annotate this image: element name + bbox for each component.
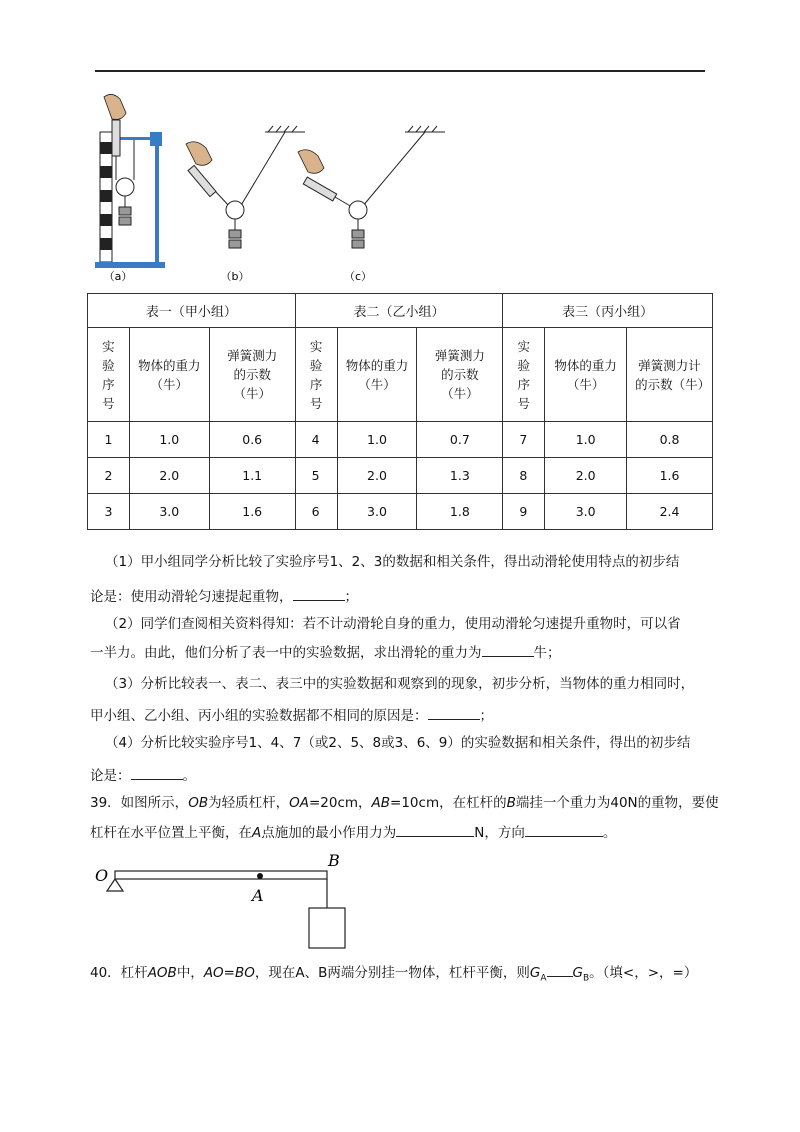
table-cell: 0.7	[417, 422, 503, 458]
col-reading: 弹簧测力的示数（牛）	[417, 328, 503, 422]
answer-blank[interactable]	[482, 642, 534, 657]
label-a: A	[252, 886, 264, 905]
col-seq: 实验序号	[503, 328, 545, 422]
table-cell: 1.6	[627, 458, 713, 494]
answer-blank[interactable]	[428, 705, 480, 720]
table-cell: 2.0	[545, 458, 627, 494]
table-group-header	[88, 294, 713, 328]
table-cell: 4	[295, 422, 337, 458]
q2-line1: （2）同学们查阅相关资料得知：若不计动滑轮自身的重力，使用动滑轮匀速提升重物时，可以省	[105, 616, 681, 632]
answer-blank[interactable]	[525, 822, 603, 837]
table-column-header	[88, 328, 713, 422]
col-weight: 物体的重力（牛）	[129, 328, 209, 422]
table-cell: 3.0	[545, 494, 627, 530]
group-title-yi: 表二（乙小组）	[295, 294, 503, 328]
table-cell: 2.4	[627, 494, 713, 530]
table-cell: 1.6	[209, 494, 295, 530]
pulley-experiment-figure	[90, 92, 470, 287]
table-row	[88, 422, 713, 458]
col-reading: 弹簧测力的示数（牛）	[209, 328, 295, 422]
header-rule	[95, 70, 705, 72]
point-a-dot	[257, 873, 263, 879]
answer-blank[interactable]	[547, 962, 573, 977]
q40-line: 40．杠杆AOB中，AO=BO，现在A、B两端分别挂一物体，杠杆平衡，则$G_A$ $G_B$。（填<，>，=）	[90, 962, 690, 989]
table-cell: 1.1	[209, 458, 295, 494]
table-cell: 1.3	[417, 458, 503, 494]
label-b: B	[328, 851, 340, 870]
caption-a: （a）	[103, 270, 133, 283]
table-row	[88, 494, 713, 530]
table-cell: 2	[88, 458, 130, 494]
q1-line2: 论是：使用动滑轮匀速提起重物， ；	[90, 586, 690, 607]
table-cell: 3.0	[129, 494, 209, 530]
col-seq: 实验序号	[295, 328, 337, 422]
caption-b: （b）	[220, 270, 250, 283]
group-title-bing: 表三（丙小组）	[503, 294, 713, 328]
q3-line2: 甲小组、乙小组、丙小组的实验数据都不相同的原因是： ；	[90, 705, 690, 726]
label-o: O	[95, 866, 109, 885]
table-cell: 0.6	[209, 422, 295, 458]
q4-line1: （4）分析比较实验序号1、4、7（或2、5、8或3、6、9）的实验数据和相关条件，得出的初步结	[105, 735, 691, 751]
fulcrum-icon	[107, 879, 123, 891]
answer-blank[interactable]	[131, 765, 183, 780]
table-cell: 0.8	[627, 422, 713, 458]
table-cell: 1.8	[417, 494, 503, 530]
table-cell: 1.0	[545, 422, 627, 458]
table-cell: 3	[88, 494, 130, 530]
col-weight: 物体的重力（牛）	[337, 328, 417, 422]
experiment-data-table	[87, 293, 713, 530]
table-cell: 9	[503, 494, 545, 530]
table-cell: 5	[295, 458, 337, 494]
table-cell: 3.0	[337, 494, 417, 530]
setup-b	[186, 126, 305, 248]
table-cell: 7	[503, 422, 545, 458]
q4-line2: 论是： 。	[90, 765, 690, 786]
caption-c: （c）	[343, 270, 373, 283]
q39-line1: 39．如图所示，OB为轻质杠杆，OA=20cm，AB=10cm，在杠杆的B端挂一个重力为40N的重物，要使	[90, 795, 719, 811]
col-weight: 物体的重力（牛）	[545, 328, 627, 422]
weight-block	[309, 908, 345, 948]
q2-line2: 一半力。由此，他们分析了表一中的实验数据，求出滑轮的重力为 牛；	[90, 642, 690, 663]
table-cell: 2.0	[129, 458, 209, 494]
table-cell: 1.0	[337, 422, 417, 458]
col-seq: 实验序号	[88, 328, 130, 422]
table-cell: 8	[503, 458, 545, 494]
table-cell: 2.0	[337, 458, 417, 494]
col-reading: 弹簧测力计的示数（牛）	[627, 328, 713, 422]
table-cell: 6	[295, 494, 337, 530]
setup-a	[95, 94, 165, 268]
lever-figure	[90, 850, 360, 955]
table-cell: 1	[88, 422, 130, 458]
answer-blank[interactable]	[293, 586, 345, 601]
q39-line2: 杠杆在水平位置上平衡，在A点施加的最小作用力为 N，方向 。	[90, 822, 690, 843]
group-title-jia: 表一（甲小组）	[88, 294, 296, 328]
table-row	[88, 458, 713, 494]
lever-bar	[115, 871, 327, 879]
answer-blank[interactable]	[396, 822, 474, 837]
setup-c	[298, 126, 445, 248]
table-cell: 1.0	[129, 422, 209, 458]
q3-line1: （3）分析比较表一、表二、表三中的实验数据和观察到的现象，初步分析，当物体的重力相同时，	[105, 676, 695, 692]
q1-line1: （1）甲小组同学分析比较了实验序号1、2、3的数据和相关条件，得出动滑轮使用特点的初步结	[105, 554, 680, 570]
